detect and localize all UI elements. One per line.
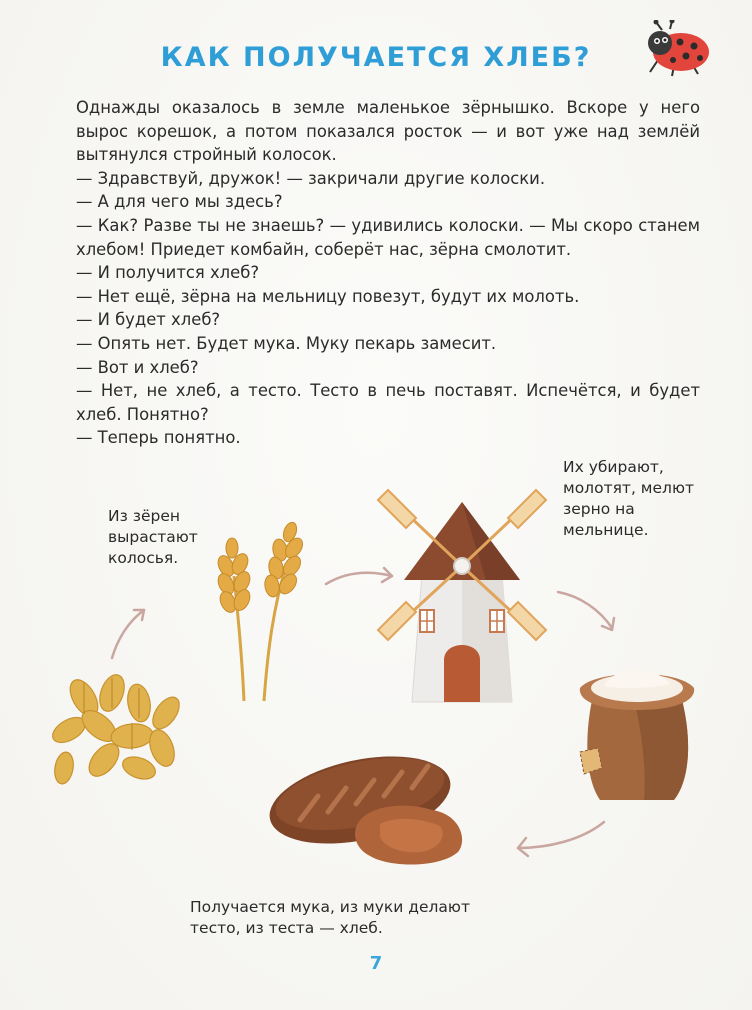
dialogue-line: — Нет ещё, зёрна на мельницу повезут, будут их молоть. [76, 286, 580, 306]
arrow-icon [556, 588, 618, 634]
dialogue-line: — И получится хлеб? [76, 263, 260, 283]
page-number: 7 [369, 953, 383, 974]
caption-grow: Из зёрен вырастают колосья. [108, 507, 198, 567]
dialogue-line: — Как? Разве ты не знаешь? — удивились колоски. — Мы скоро станем хлебом! Приедет комбайн, соберёт нас, зёрна смолотит. [76, 215, 700, 259]
wheat-ears-icon [204, 526, 324, 706]
arrow-icon [324, 566, 396, 590]
page-title: КАК ПОЛУЧАЕТСЯ ХЛЕБ? [160, 42, 592, 73]
caption-flour: Получается мука, из муки делают тесто, из теста — хлеб. [190, 898, 470, 937]
dialogue-line: — Вот и хлеб? [76, 357, 199, 377]
dialogue-line: — Опять нет. Будет мука. Муку пекарь замесит. [76, 333, 497, 353]
windmill-icon [376, 484, 548, 706]
arrow-icon [512, 818, 608, 858]
flour-sack-icon [574, 660, 700, 806]
dialogue-line: — Нет, не хлеб, а тесто. Тесто в печь поставят. Испечётся, и будет хлеб. Понятно? [76, 381, 700, 424]
dialogue-line: — Теперь понятно. [76, 428, 241, 448]
caption-mill: Их убирают, молотят, мелют зерно на мельнице. [563, 458, 695, 539]
bread-loaf-icon [270, 740, 470, 872]
dialogue-line: — Здравствуй, дружок! — закричали другие колоски. [76, 168, 546, 188]
ladybug-icon [636, 20, 712, 78]
dialogue-line: — А для чего мы здесь? [76, 192, 283, 212]
story-intro: Однажды оказалось в земле маленькое зёрнышко. Вскоре у него вырос корешок, а потом показался росток — и вот уже над землёй вытянулся стройный колосок. [76, 98, 700, 165]
arrow-icon [108, 604, 148, 660]
dialogue-line: — И будет хлеб? [76, 310, 221, 330]
story-text [76, 96, 700, 450]
grains-icon [44, 668, 194, 788]
